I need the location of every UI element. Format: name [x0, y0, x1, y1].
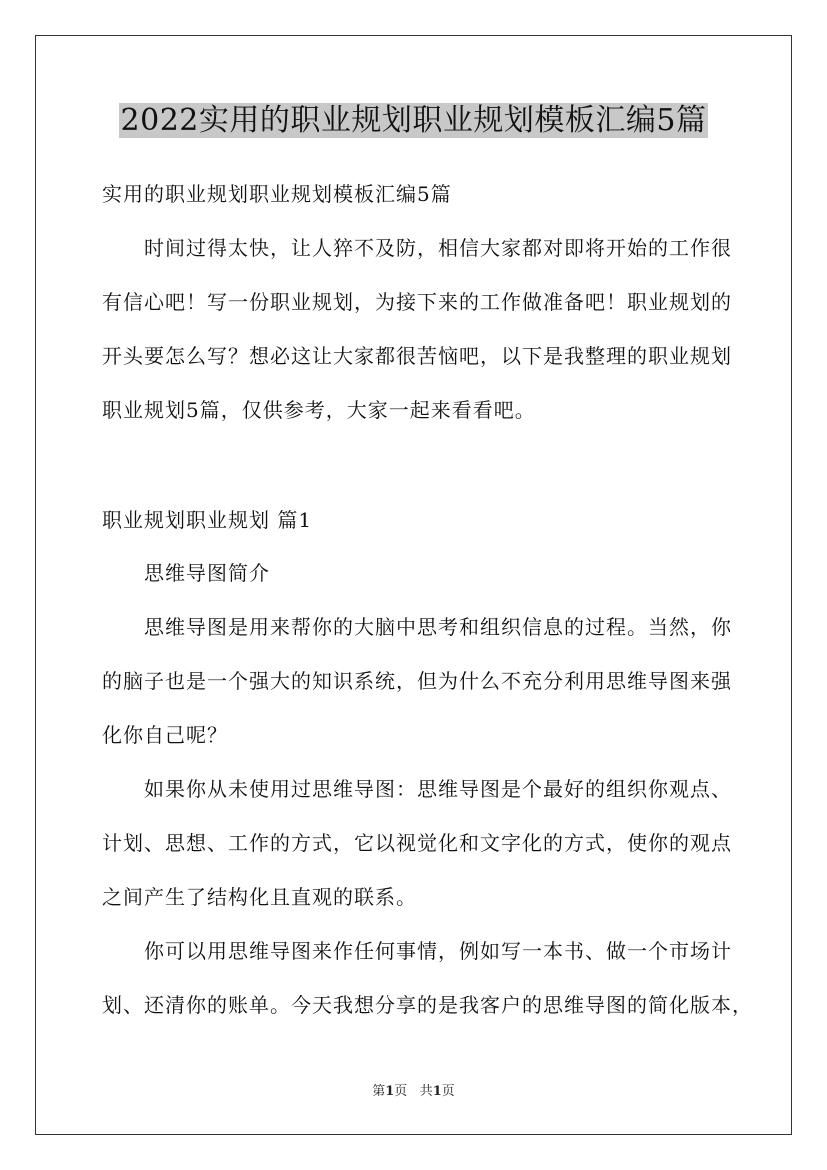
intro-line: 职业规划5篇，仅供参考，大家一起来看看吧。: [102, 398, 536, 422]
document-title: [0, 100, 827, 142]
footer-page-number: 1: [385, 1084, 395, 1099]
footer-total-pages: 1: [432, 1084, 442, 1099]
footer-total-suffix: 页: [441, 1084, 455, 1099]
paragraph-line: 思维导图是用来帮你的大脑中思考和组织信息的过程。当然，你: [144, 615, 732, 639]
page-footer: [0, 1084, 827, 1100]
paragraph-line: 计划、思想、工作的方式，它以视觉化和文字化的方式，使你的观点: [102, 831, 732, 855]
footer-page-prefix: 第: [372, 1084, 386, 1099]
section-heading: 职业规划职业规划 篇1: [102, 508, 313, 532]
sub-heading: 思维导图简介: [144, 561, 270, 585]
footer-total-prefix: 共: [419, 1084, 433, 1099]
paragraph-line: 之间产生了结构化且直观的联系。: [102, 885, 417, 909]
document-subtitle: 实用的职业规划职业规划模板汇编5篇: [102, 182, 452, 206]
paragraph-line: 你可以用思维导图来作任何事情，例如写一本书、做一个市场计: [144, 939, 732, 963]
footer-page-suffix: 页: [394, 1084, 408, 1099]
document-title-text: 2022实用的职业规划职业规划模板汇编5篇: [120, 103, 707, 138]
intro-line: 有信心吧！写一份职业规划，为接下来的工作做准备吧！职业规划的: [102, 290, 732, 314]
paragraph-line: 的脑子也是一个强大的知识系统，但为什么不充分利用思维导图来强: [102, 669, 732, 693]
paragraph-line: 划、还清你的账单。今天我想分享的是我客户的思维导图的简化版本，: [102, 993, 753, 1017]
paragraph-line: 化你自己呢？: [102, 723, 228, 747]
intro-line: 开头要怎么写？想必这让大家都很苦恼吧，以下是我整理的职业规划: [102, 344, 732, 368]
paragraph-line: 如果你从未使用过思维导图：思维导图是个最好的组织你观点、: [144, 777, 732, 801]
intro-line: 时间过得太快，让人猝不及防，相信大家都对即将开始的工作很: [144, 236, 732, 260]
